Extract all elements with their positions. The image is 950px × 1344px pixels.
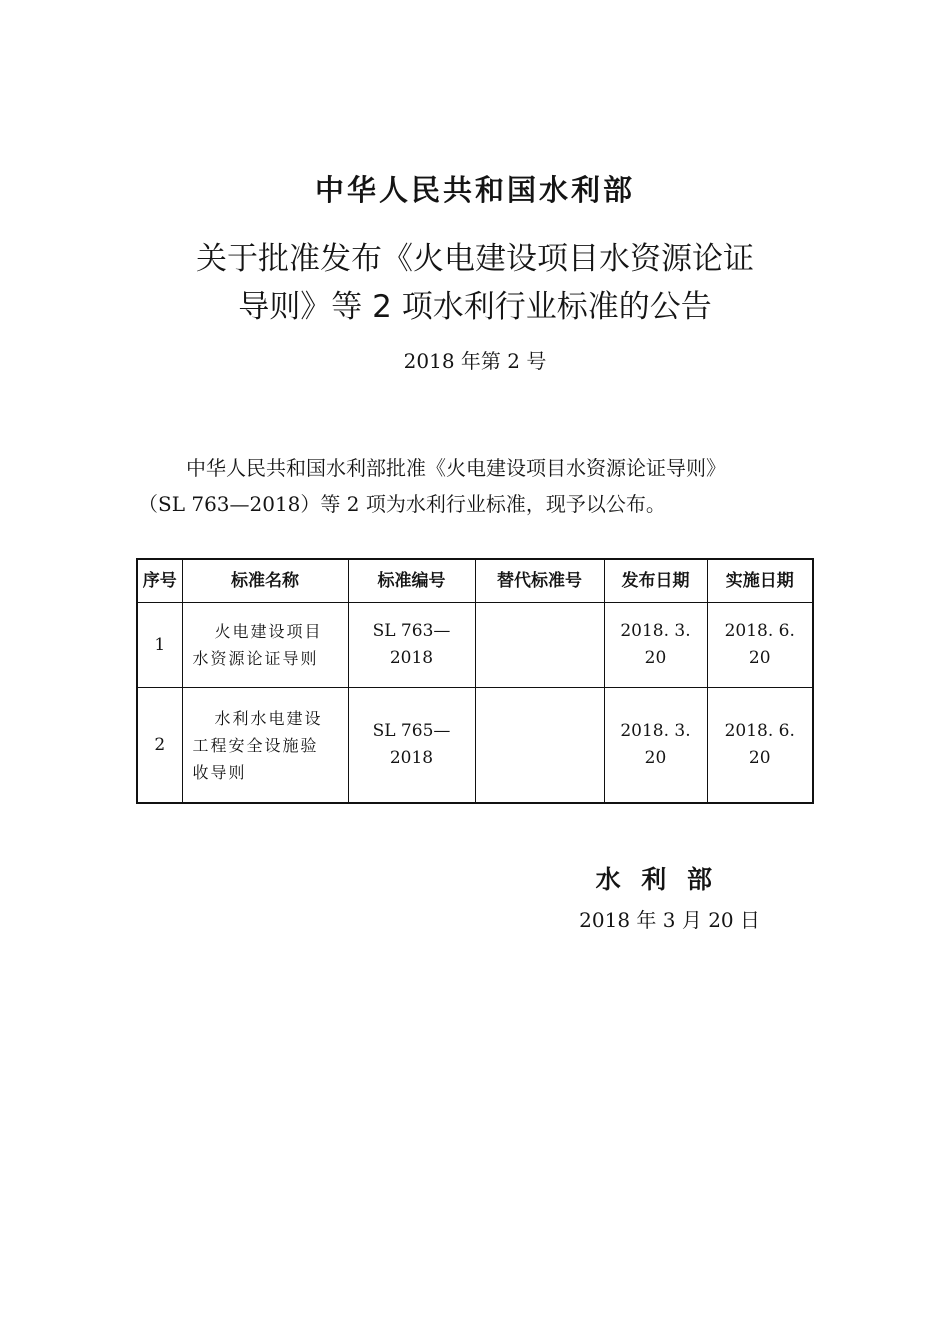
- publish-date: 2018. 3. 20: [604, 688, 707, 804]
- standard-name-line: 水资源论证导则: [192, 649, 319, 668]
- header-effective-date: 实施日期: [707, 559, 813, 603]
- table-header-row: [137, 559, 813, 603]
- replaced-standard: [475, 603, 604, 688]
- ministry-heading: 中华人民共和国水利部: [314, 173, 635, 207]
- body-text-line-1: 中华人民共和国水利部批准《火电建设项目水资源论证导则》: [186, 456, 726, 480]
- announcement-title-line-2: 导则》等 2 项水利行业标准的公告: [238, 289, 712, 325]
- header-serial-number: 序号: [137, 559, 182, 603]
- standard-name-line: 火电建设项目: [214, 622, 323, 641]
- replaced-standard: [475, 688, 604, 804]
- standard-name-line: 收导则: [192, 762, 247, 782]
- header-publish-date: 发布日期: [604, 559, 707, 603]
- issuing-authority: 水 利 部: [595, 865, 718, 894]
- standard-name-line: 水利水电建设: [214, 708, 323, 728]
- standard-name-line: 工程安全设施验: [192, 735, 319, 755]
- effective-date: 2018. 6. 20: [707, 603, 813, 688]
- header-standard-name: 标准名称: [182, 559, 348, 603]
- publish-date: 2018. 3. 20: [604, 603, 707, 688]
- document-number: 2018 年第 2 号: [403, 349, 547, 373]
- serial-number: 2: [137, 688, 182, 804]
- standard-code: SL 765—2018: [348, 688, 475, 804]
- table-row: [137, 603, 813, 688]
- header-standard-code: 标准编号: [348, 559, 475, 603]
- signature-date: 2018 年 3 月 20 日: [579, 908, 760, 932]
- body-text-line-2: （SL 763—2018）等 2 项为水利行业标准，现予以公布。: [138, 492, 666, 516]
- standard-name: [182, 603, 348, 688]
- serial-number: 1: [137, 603, 182, 688]
- table-row: [137, 688, 813, 804]
- effective-date: 2018. 6. 20: [707, 688, 813, 804]
- announcement-title-line-1: 关于批准发布《火电建设项目水资源论证: [196, 241, 754, 277]
- standards-table: [136, 558, 814, 804]
- standard-name: [182, 688, 348, 804]
- header-replaced-standard: 替代标准号: [475, 559, 604, 603]
- standard-code: SL 763—2018: [348, 603, 475, 688]
